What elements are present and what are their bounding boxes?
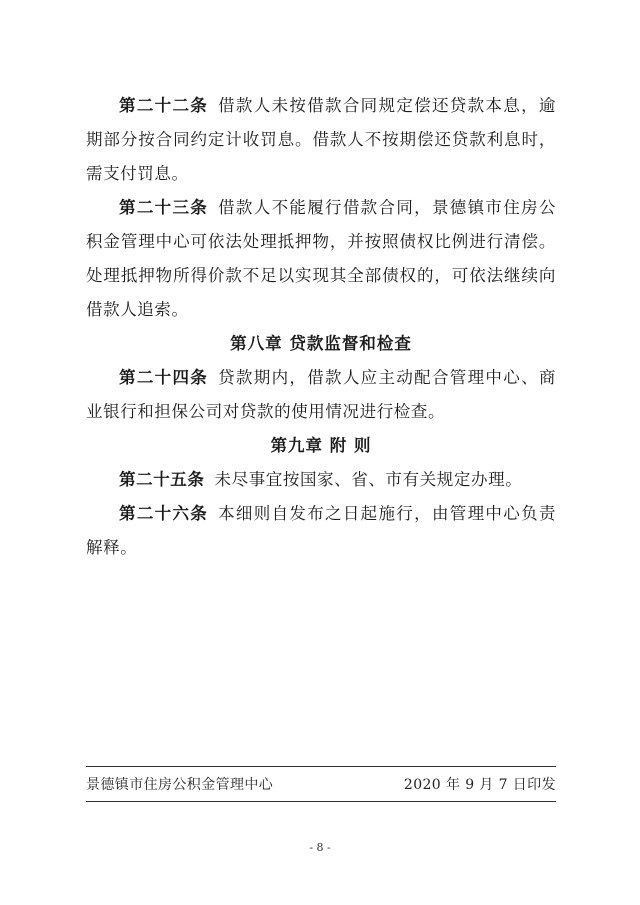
article-number: 第二十二条 <box>119 96 209 115</box>
footer-top-rule <box>86 766 556 767</box>
article-number: 第二十三条 <box>119 198 209 217</box>
document-body <box>86 89 556 565</box>
article-text: 未尽事宜按国家、省、市有关规定办理。 <box>214 470 523 489</box>
article-26 <box>86 497 556 565</box>
footer-issue-date: 2020 年 9 月 7 日印发 <box>403 777 556 793</box>
footer <box>86 774 556 794</box>
article-number: 第二十四条 <box>119 368 209 387</box>
article-text: 贷款期内，借款人应主动配合管理中心、商业银行和担保公司对贷款的使用情况进行检查。 <box>86 368 556 421</box>
article-text: 借款人不能履行借款合同，景德镇市住房公积金管理中心可依法处理抵押物，并按照债权比例进行清偿。处理抵押物所得价款不足以实现其全部债权的，可依法继续向借款人追索。 <box>86 198 556 319</box>
page-number: - 8 - <box>309 841 331 854</box>
footer-issuer: 景德镇市住房公积金管理中心 <box>86 777 274 793</box>
article-22 <box>86 89 556 191</box>
article-25 <box>86 463 556 497</box>
article-text: 本细则自发布之日起施行，由管理中心负责解释。 <box>86 504 556 557</box>
footer-bottom-rule <box>86 801 556 802</box>
chapter-heading: 第八章 贷款监督和检查 <box>230 334 412 353</box>
article-text: 借款人未按借款合同规定偿还贷款本息，逾期部分按合同约定计收罚息。借款人不按期偿还贷款利息时，需支付罚息。 <box>86 96 556 183</box>
article-number: 第二十六条 <box>119 504 209 523</box>
article-number: 第二十五条 <box>119 470 205 489</box>
article-23 <box>86 191 556 327</box>
article-24 <box>86 361 556 429</box>
chapter-heading: 第九章 附 则 <box>270 436 372 455</box>
